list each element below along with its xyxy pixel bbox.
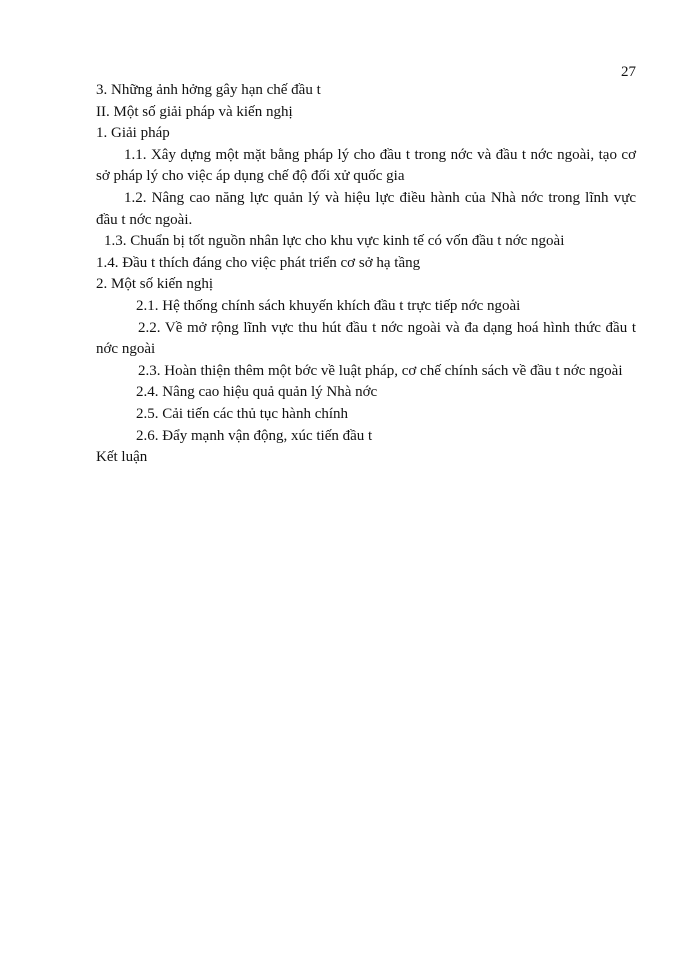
toc-entry-1-1: 1.1. Xây dựng một mặt bằng pháp lý cho đầu t trong nớc và đầu t nớc ngoài, tạo cơ sở pháp lý cho việc áp dụng chế độ đối xử quốc gia <box>96 146 636 185</box>
toc-heading-solutions: 1. Giải pháp <box>96 125 170 142</box>
toc-entry-1-3: 1.3. Chuẩn bị tốt nguồn nhân lực cho khu vực kinh tế có vốn đầu t nớc ngoài <box>104 233 565 250</box>
toc-entry-1-2: 1.2. Nâng cao năng lực quản lý và hiệu lực điều hành của Nhà nớc trong lĩnh vực đầu t nớc ngoài. <box>96 189 636 228</box>
page-number: 27 <box>621 64 636 80</box>
toc-entry-2-3: 2.3. Hoàn thiện thêm một bớc về luật pháp, cơ chế chính sách về đầu t nớc ngoài <box>138 362 623 379</box>
table-of-contents <box>96 80 636 469</box>
toc-entry-2-6: 2.6. Đẩy mạnh vận động, xúc tiến đầu t <box>136 427 373 444</box>
toc-entry-2-5: 2.5. Cải tiến các thủ tục hành chính <box>136 405 349 422</box>
toc-entry-1-4: 1.4. Đầu t thích đáng cho việc phát triển cơ sở hạ tầng <box>96 254 421 271</box>
toc-conclusion: Kết luận <box>96 449 148 466</box>
toc-entry-2-4: 2.4. Nâng cao hiệu quả quản lý Nhà nớc <box>136 384 378 401</box>
toc-entry-3: 3. Những ảnh hởng gây hạn chế đầu t <box>96 82 321 98</box>
toc-section-ii: II. Một số giải pháp và kiến nghị <box>96 103 293 120</box>
toc-entry-2-2: 2.2. Về mở rộng lĩnh vực thu hút đầu t nớc ngoài và đa dạng hoá hình thức đầu t nớc ngoài <box>96 319 636 358</box>
toc-entry-2-1: 2.1. Hệ thống chính sách khuyến khích đầu t trực tiếp nớc ngoài <box>136 297 521 314</box>
toc-heading-recommendations: 2. Một số kiến nghị <box>96 276 214 293</box>
